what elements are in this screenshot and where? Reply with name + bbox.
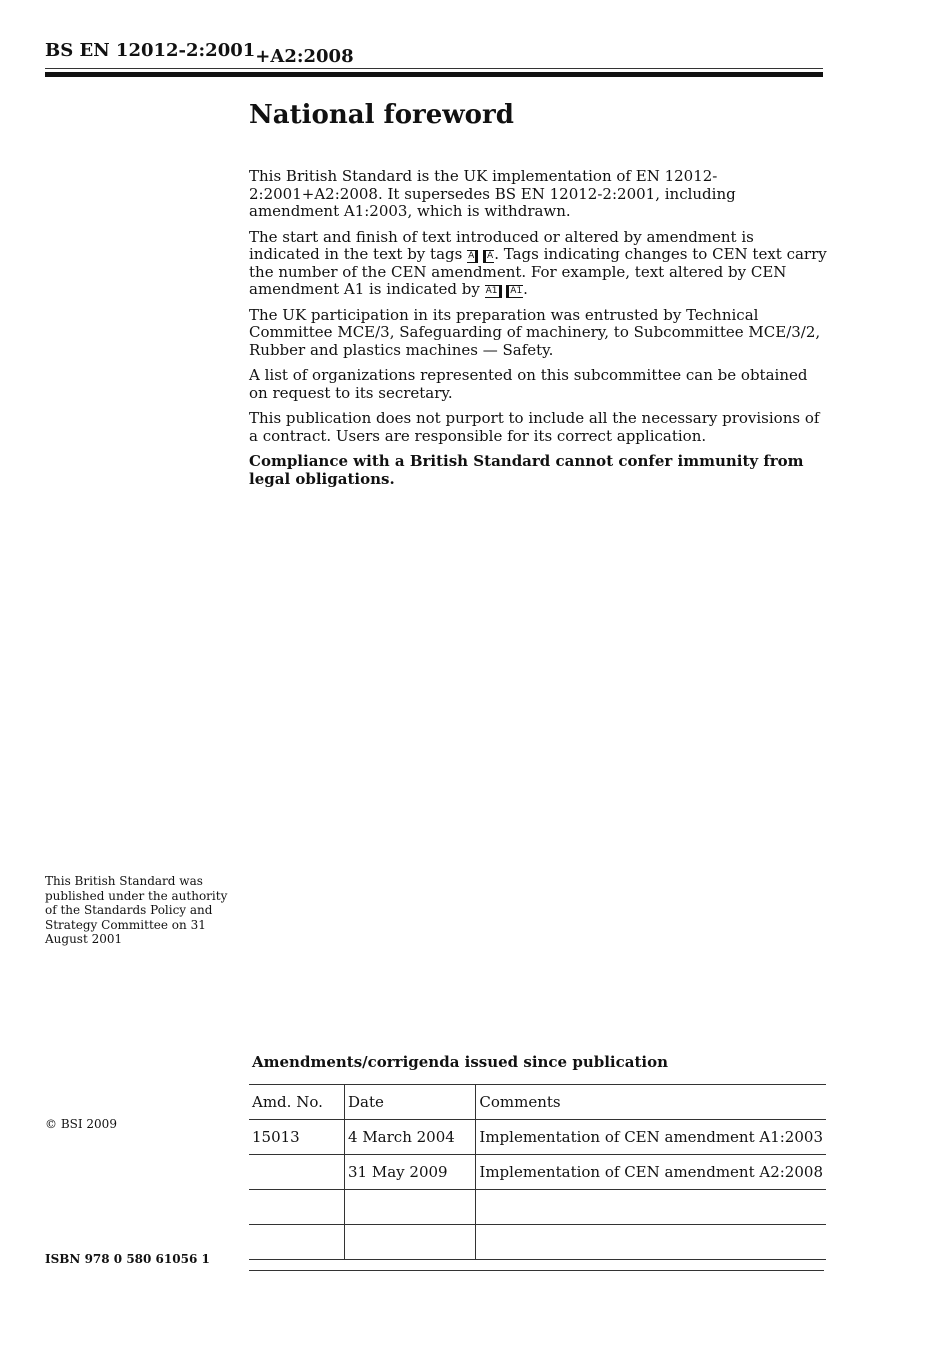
isbn: ISBN 978 0 580 61056 1 [45,1252,210,1266]
table-row [249,1120,826,1155]
amendment-number: +A2:2008 [255,46,354,67]
paragraph-provisions: This publication does not purport to include all the necessary provisions of a contract. Users are responsible for its correct application. [249,409,820,445]
tags-text-start: The start and finish of text introduced or altered by amendment is indicated in the text by tags [249,227,754,263]
header-rule-thin [45,68,823,69]
paragraph-implementation: This British Standard is the UK implementation of EN 12012-2:2001+A2:2008. It supersedes BS EN 12012-2:2001, including amendment A1:2003, which is withdrawn. [249,167,736,220]
paragraph-organizations: A list of organizations represented on this subcommittee can be obtained on request to its secretary. [249,366,808,402]
footer-rule [249,1270,824,1271]
cell-amd-no [249,1225,345,1260]
amendment-end-tag-icon: A [483,250,494,263]
cell-amd-no: 15013 [249,1120,345,1155]
cell-comments: Implementation of CEN amendment A2:2008 [476,1155,826,1190]
tags-text-mid: . Tags indicating changes to CEN text carry the number of the CEN amendment. For example, text altered by CEN amendment A1 is indicated by [249,245,827,298]
column-header-amd-no: Amd. No. [249,1085,345,1120]
cell-amd-no [249,1155,345,1190]
page-title: National foreword [249,100,514,130]
table-row [249,1190,826,1225]
paragraph-tags [249,229,827,299]
amendment-start-tag-icon: A [467,250,478,263]
copyright-note: © BSI 2009 [45,1117,117,1131]
cell-comments [476,1225,826,1260]
cell-date: 31 May 2009 [345,1155,476,1190]
cell-date: 4 March 2004 [345,1120,476,1155]
standard-number: BS EN 12012-2:2001 [45,40,256,61]
foreword-body [249,168,827,496]
column-header-comments: Comments [476,1085,826,1120]
tags-text-end: . [523,280,528,298]
document-header [45,40,354,67]
cell-comments [476,1190,826,1225]
cell-comments: Implementation of CEN amendment A1:2003 [476,1120,826,1155]
a1-start-tag-icon: A1 [485,285,502,298]
table-header-row [249,1085,826,1120]
publication-note: This British Standard was published under the authority of the Standards Policy and Strategy Committee on 31 August 2001 [45,874,228,946]
amendments-title: Amendments/corrigenda issued since publication [252,1053,668,1071]
paragraph-committee: The UK participation in its preparation was entrusted by Technical Committee MCE/3, Safeguarding of machinery, to Subcommittee MCE/3/2, Rubber and plastics machines — Safety. [249,305,821,359]
compliance-statement: Compliance with a British Standard cannot confer immunity from legal obligations. [249,452,804,488]
amendments-table [249,1084,826,1260]
column-header-date: Date [345,1085,476,1120]
table-row [249,1155,826,1190]
table-row [249,1225,826,1260]
header-rule-thick [45,72,823,77]
cell-date [345,1190,476,1225]
cell-amd-no [249,1190,345,1225]
a1-end-tag-icon: A1 [506,285,523,298]
cell-date [345,1225,476,1260]
